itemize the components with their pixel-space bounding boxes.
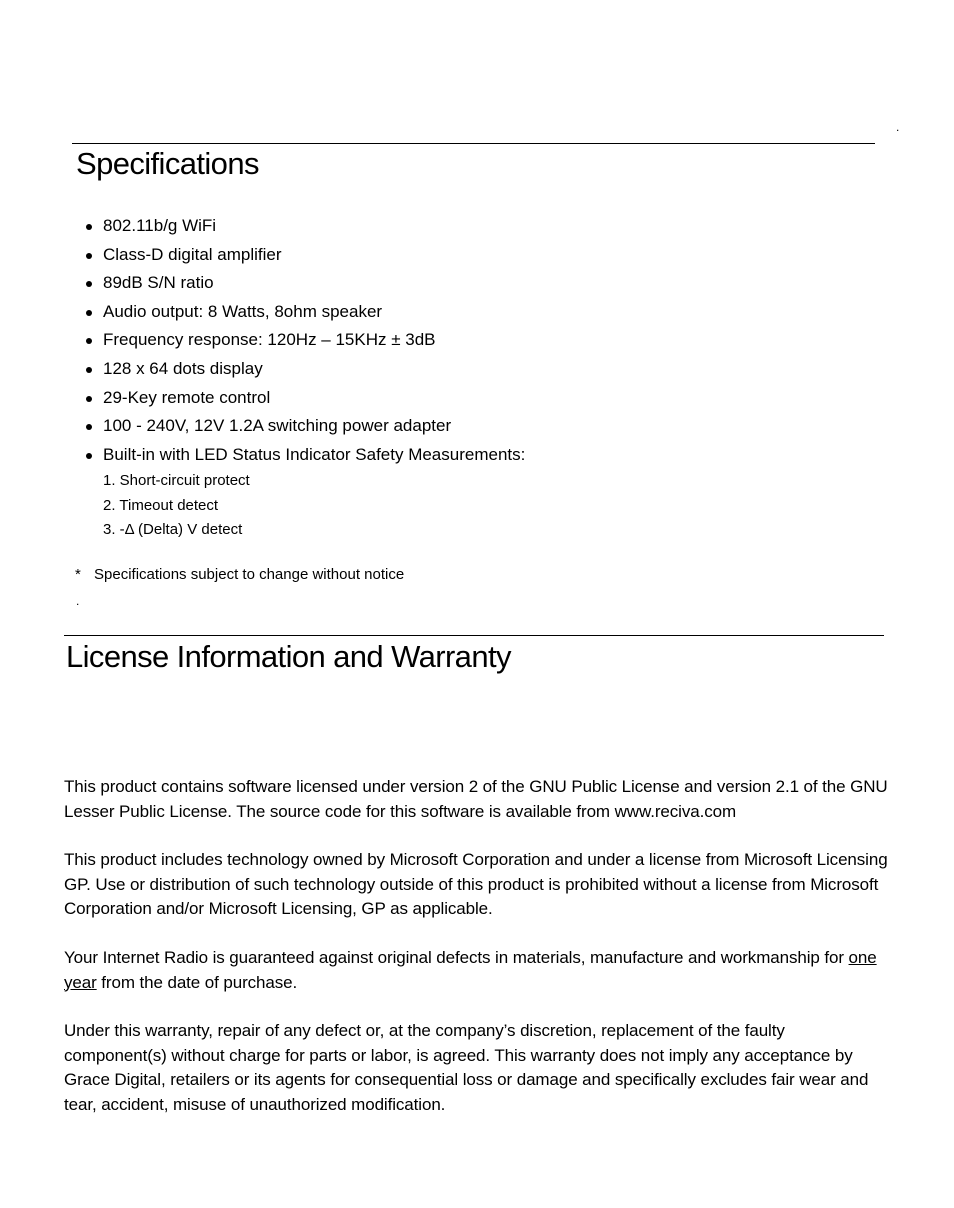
license-heading: License Information and Warranty bbox=[66, 639, 511, 674]
spec-item-frequency-response: Frequency response: 120Hz – 15KHz ± 3dB bbox=[84, 326, 525, 355]
footnote-text: Specifications subject to change without notice bbox=[94, 566, 405, 583]
spec-item-wifi: 802.11b/g WiFi bbox=[84, 212, 525, 241]
warranty-duration: one year bbox=[64, 948, 877, 992]
specifications-list bbox=[84, 212, 525, 469]
warranty-terms-paragraph: Under this warranty, repair of any defect or, at the company’s discretion, replacement of the faulty component(s) without charge for parts or labor, is agreed. This warranty does not imply any acceptance by Grace Digital, retailers or its agents for consequential loss or damage and specifically excludes fair wear and tear, accident, misuse of unauthorized modification. bbox=[64, 1021, 869, 1114]
spec-item-remote-control: 29-Key remote control bbox=[84, 384, 525, 413]
specifications-footnote bbox=[75, 565, 404, 585]
spec-item-audio-output: Audio output: 8 Watts, 8ohm speaker bbox=[84, 298, 525, 327]
top-right-dot: . bbox=[896, 120, 900, 134]
spec-item-display: 128 x 64 dots display bbox=[84, 355, 525, 384]
microsoft-license-paragraph: This product includes technology owned by Microsoft Corporation and under a license from Microsoft Licensing GP. Use or distribution of such technology outside of this product is prohibited without a license from Microsoft Corporation and/or Microsoft Licensing, GP as applicable. bbox=[64, 850, 888, 918]
spec-item-amplifier: Class-D digital amplifier bbox=[84, 241, 525, 270]
safety-item-timeout: 2. Timeout detect bbox=[103, 496, 219, 514]
warranty-period-paragraph bbox=[64, 946, 890, 995]
warranty-text-before: Your Internet Radio is guaranteed against original defects in materials, manufacture and workmanship for bbox=[64, 948, 849, 967]
footnote-asterisk: * bbox=[75, 566, 81, 583]
mid-left-dot: . bbox=[76, 594, 80, 608]
specifications-heading: Specifications bbox=[76, 146, 259, 181]
spec-item-sn-ratio: 89dB S/N ratio bbox=[84, 269, 525, 298]
license-top-rule bbox=[64, 635, 884, 636]
warranty-text-after: from the date of purchase. bbox=[96, 972, 298, 992]
safety-item-short-circuit: 1. Short-circuit protect bbox=[103, 472, 250, 489]
safety-item-delta-v: 3. -Δ (Delta) V detect bbox=[103, 521, 243, 538]
spec-item-safety-measurements: Built-in with LED Status Indicator Safety Measurements: bbox=[84, 441, 525, 470]
specifications-top-rule bbox=[72, 143, 875, 144]
spec-item-power-adapter: 100 - 240V, 12V 1.2A switching power adapter bbox=[84, 412, 525, 441]
safety-measurements-list bbox=[103, 469, 250, 543]
gnu-license-paragraph: This product contains software licensed under version 2 of the GNU Public License and version 2.1 of the GNU Lesser Public License. The source code for this software is available from www.reciva.com bbox=[64, 777, 888, 821]
